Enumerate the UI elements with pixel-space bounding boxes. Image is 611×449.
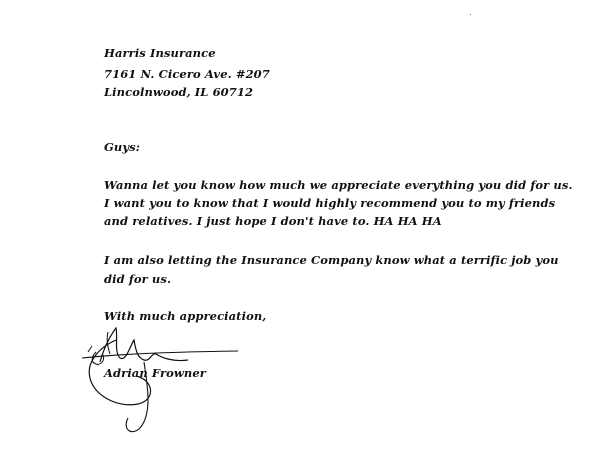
paragraph-2-line-2: did for us.	[104, 272, 172, 286]
address-line-2: 7161 N. Cicero Ave. #207	[104, 67, 270, 81]
signer-name: Adrian Frowner	[104, 366, 206, 380]
salutation: Guys:	[104, 140, 141, 154]
paragraph-1-line-3: and relatives. I just hope I don't have to. HA HA HA	[104, 214, 442, 228]
scan-speck	[470, 14, 471, 15]
paragraph-2-line-1: I am also letting the Insurance Company know what a terrific job you	[104, 253, 559, 267]
address-line-1: Harris Insurance	[104, 46, 216, 60]
paragraph-1-line-1: Wanna let you know how much we appreciate everything you did for us.	[104, 178, 573, 192]
paragraph-1-line-2: I want you to know that I would highly recommend you to my friends	[104, 196, 556, 210]
address-line-3: Lincolnwood, IL 60712	[104, 85, 254, 99]
closing: With much appreciation,	[104, 309, 267, 323]
